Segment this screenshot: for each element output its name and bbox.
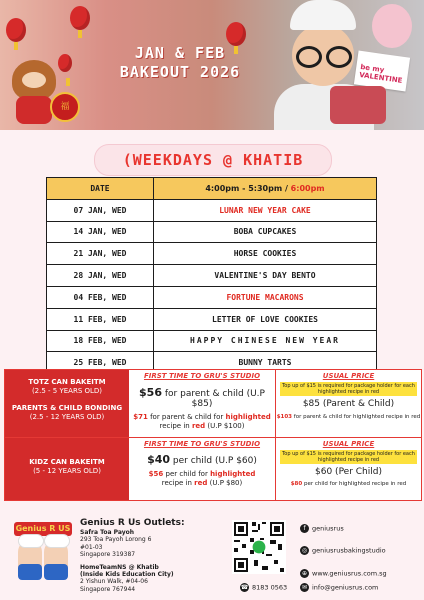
session-recipe: BUNNY TARTS	[154, 352, 377, 374]
date-column-header: DATE	[47, 178, 154, 200]
session-date: 04 FEB, WED	[47, 286, 154, 308]
ox-mascot-body	[16, 96, 52, 124]
page-title	[100, 44, 260, 82]
usual-highlight-price: $103 for parent & child for highlighted recipe in red	[276, 414, 421, 420]
first-time-price: $40 per child (U.P $60)	[147, 453, 257, 466]
outlet-name-sub: (Inside Kids Education City)	[80, 571, 174, 579]
usual-price-column	[276, 438, 421, 500]
session-recipe-highlighted: LUNAR NEW YEAR CAKE	[154, 199, 377, 221]
table-row	[47, 199, 377, 221]
cupid-icon	[372, 4, 412, 48]
session-date: 25 FEB, WED	[47, 352, 154, 374]
chef-mascot-icon	[44, 540, 68, 580]
top-up-note: Top up of $15 is required for package holder for each highlighted recipe in red	[280, 382, 417, 396]
top-up-note: Top up of $15 is required for package holder for each highlighted recipe in red	[280, 450, 417, 464]
alt-time: 6:00pm	[290, 183, 325, 193]
ox-mascot-icon	[12, 60, 56, 100]
session-recipe-highlighted: FORTUNE MACARONS	[154, 286, 377, 308]
qr-code-icon[interactable]	[232, 520, 286, 574]
first-time-title: FIRST TIME TO GRU'S STUDIO	[143, 440, 261, 448]
lantern-icon	[226, 22, 246, 46]
program-label	[5, 370, 129, 438]
table-row	[47, 330, 377, 352]
first-time-highlight-price: $71 for parent & child for highlighted recipe in red (U.P $100)	[133, 413, 271, 430]
table-row	[47, 308, 377, 330]
outlet-address: Singapore 767944	[80, 585, 136, 593]
session-date: 18 FEB, WED	[47, 330, 154, 352]
table-header-row	[47, 178, 377, 200]
valentine-card-text: be my VALENTINE	[358, 62, 403, 85]
outlet-address: Singapore 319387	[80, 551, 136, 559]
instagram-icon: ◎	[301, 547, 308, 554]
mail-icon: ✉	[301, 584, 308, 591]
time-column-header: 4:00pm - 5:30pm / 6:00pm	[154, 178, 377, 200]
program-name: TOTZ CAN BAKEITM	[28, 378, 106, 386]
chef-mascot-icon	[18, 540, 42, 580]
footer	[0, 510, 424, 600]
program-name: KIDZ CAN BAKEITM	[29, 458, 105, 466]
outlets-title: Genius R Us Outlets:	[80, 518, 185, 528]
outlet-address: #01-03	[80, 543, 103, 551]
usual-price-column	[276, 370, 421, 438]
first-time-price-column	[129, 438, 276, 500]
brand-logo: Genius R US	[14, 522, 72, 536]
session-date: 28 JAN, WED	[47, 265, 154, 287]
program-age: (2.5 - 12 YEARS OLD)	[29, 413, 105, 421]
pricing-block-totz-parents	[4, 369, 422, 439]
first-time-title: FIRST TIME TO GRU'S STUDIO	[143, 372, 261, 380]
session-date: 14 JAN, WED	[47, 221, 154, 243]
website-link[interactable]: ⊕ www.geniusrus.com.sg	[301, 569, 387, 578]
phone-contact[interactable]	[240, 583, 287, 592]
session-date: 11 FEB, WED	[47, 308, 154, 330]
outlet-name: Safra Toa Payoh	[80, 529, 135, 536]
globe-icon: ⊕	[301, 570, 308, 577]
facebook-link[interactable]: f geniusrus	[300, 524, 344, 533]
outlet-address: 293 Toa Payoh Lorong 6	[80, 536, 152, 544]
usual-price-title: USUAL PRICE	[322, 440, 375, 448]
title-line-1: JAN & FEB	[134, 44, 226, 62]
email-link[interactable]: ✉ info@geniusrus.com	[301, 583, 379, 592]
session-recipe: HAPPY CHINESE NEW YEAR	[154, 330, 377, 352]
first-time-highlight-price: $56 per child for highlighted recipe in red (U.P $80)	[148, 470, 256, 487]
session-date: 21 JAN, WED	[47, 243, 154, 265]
outlets-info	[80, 518, 220, 593]
fortune-couplet-icon: 福	[50, 92, 80, 122]
outlet-address: 2 Yishun Walk, #04-06	[80, 578, 148, 586]
instagram-link[interactable]: ◎ geniusrusbakingstudio	[301, 546, 386, 555]
title-line-2: BAKEOUT 2026	[119, 63, 241, 81]
program-name: PARENTS & CHILD BONDING	[11, 404, 123, 412]
lantern-icon	[58, 54, 72, 72]
session-recipe: VALENTINE'S DAY BENTO	[154, 265, 377, 287]
facebook-icon: f	[300, 524, 309, 533]
schedule-table	[46, 177, 377, 374]
chocolate-box-icon	[330, 86, 386, 124]
outlet-name: HomeTeamNS @ Khatib	[80, 563, 159, 571]
session-date: 07 JAN, WED	[47, 199, 154, 221]
usual-price: $85 (Parent & Child)	[302, 399, 395, 409]
program-age: (2.5 - 5 YEARS OLD)	[31, 387, 103, 395]
table-row	[47, 265, 377, 287]
usual-price: $60 (Per Child)	[315, 467, 382, 477]
schedule-heading	[94, 144, 332, 176]
session-recipe: BOBA CUPCAKES	[154, 221, 377, 243]
lantern-icon	[70, 6, 90, 30]
table-row	[47, 243, 377, 265]
schedule-heading-text: (WEEKDAYS @ KHATIB	[122, 151, 304, 169]
first-time-price-column	[129, 370, 276, 438]
lantern-icon	[6, 18, 26, 42]
pricing-block-kidz	[4, 437, 422, 501]
usual-highlight-price: $80 per child for highlighted recipe in red	[290, 481, 407, 487]
table-row	[47, 286, 377, 308]
first-time-price: $56 for parent & child (U.P $85)	[139, 386, 265, 409]
usual-price-title: USUAL PRICE	[322, 372, 375, 380]
session-recipe: LETTER OF LOVE COOKIES	[154, 308, 377, 330]
hero-banner	[0, 0, 424, 130]
program-label	[5, 438, 129, 500]
phone-icon: ☎	[240, 584, 249, 591]
session-recipe: HORSE COOKIES	[154, 243, 377, 265]
program-age: (5 - 12 YEARS OLD)	[33, 467, 101, 475]
table-row	[47, 221, 377, 243]
phone-number: 8183 0563	[252, 583, 288, 592]
